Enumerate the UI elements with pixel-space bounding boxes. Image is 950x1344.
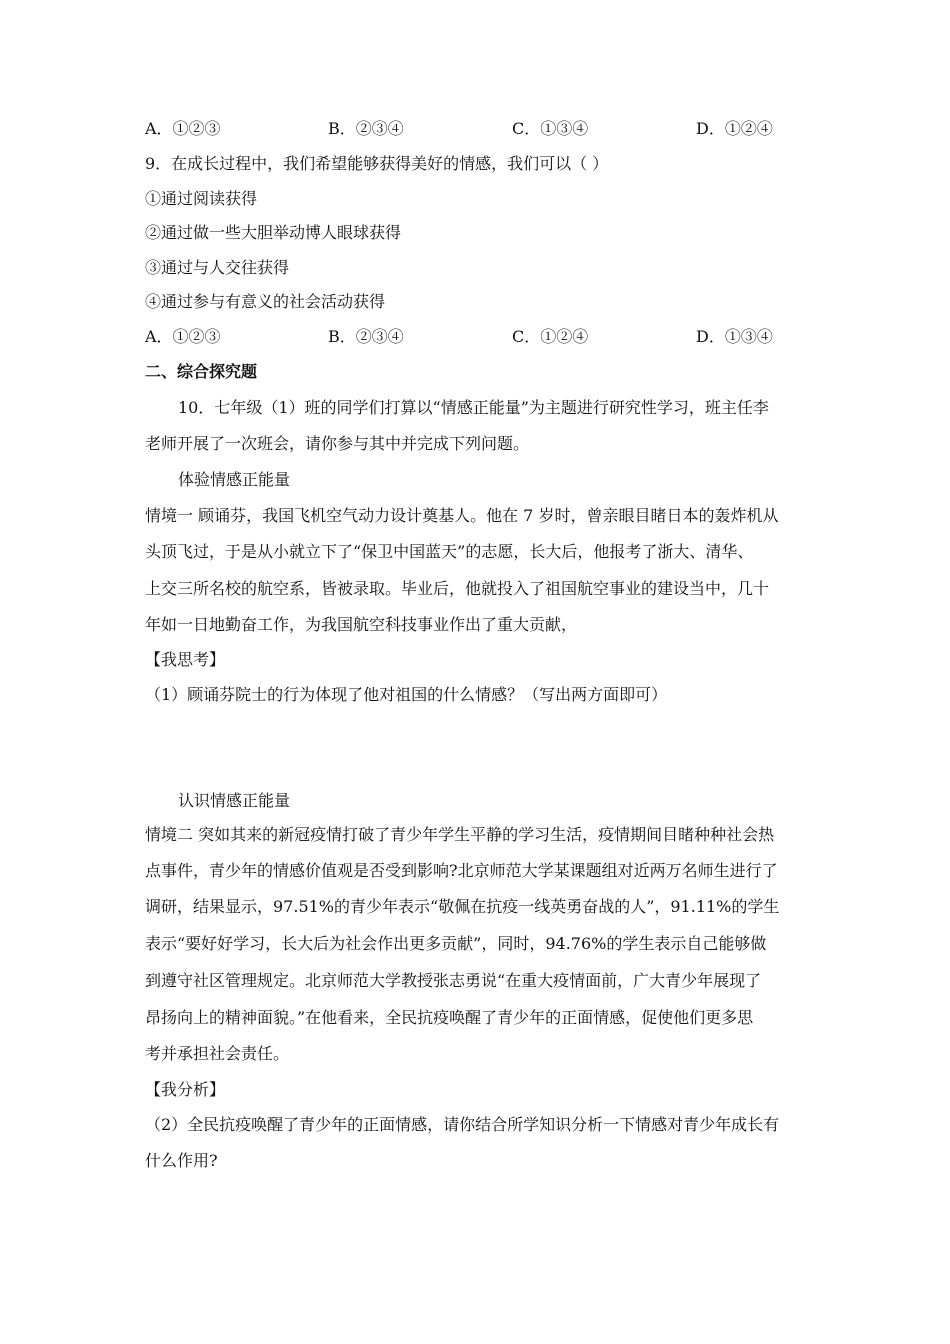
scenario1-line4: 年如一日地勤奋工作，为我国航空科技事业作出了重大贡献，	[145, 615, 578, 634]
q9-option-d: D．①③④	[696, 327, 773, 346]
scenario2-line4: 表示“要好好学习，长大后为社会作出更多贡献”，同时，94.76%的学生表示自己能够做	[145, 934, 767, 953]
scenario2-line3: 调研，结果显示，97.51%的青少年表示“敬佩在抗疫一线英勇奋战的人”，91.11%的学生	[145, 897, 780, 916]
q8-option-a: A．①②③	[145, 119, 221, 138]
q10-intro-line2: 老师开展了一次班会，请你参与其中并完成下列问题。	[145, 434, 530, 453]
q9-item-3: ③通过与人交往获得	[145, 258, 290, 277]
section-title: 二、综合探究题	[145, 362, 258, 381]
q9-option-b: B．②③④	[328, 327, 404, 346]
q10-intro-line1: 10．七年级（1）班的同学们打算以“情感正能量”为主题进行研究性学习，班主任李	[178, 398, 769, 417]
scenario1-line1: 情境一 顾诵芬，我国飞机空气动力设计奠基人。他在 7 岁时，曾亲眼目睹日本的轰炸机从	[145, 506, 779, 525]
scenario1-line3: 上交三所名校的航空系，皆被录取。毕业后，他就投入了祖国航空事业的建设当中，几十	[145, 579, 770, 598]
q8-option-c: C．①③④	[512, 119, 589, 138]
q9-item-2: ②通过做一些大胆举动博人眼球获得	[145, 223, 402, 242]
scenario2-line7: 考并承担社会责任。	[145, 1044, 290, 1063]
question-1: （1）顾诵芬院士的行为体现了他对祖国的什么情感？（写出两方面即可）	[145, 685, 668, 704]
q9-option-a: A．①②③	[145, 327, 221, 346]
scenario2-line2: 点事件，青少年的情感价值观是否受到影响?北京师范大学某课题组对近两万名师生进行了	[145, 861, 778, 880]
question-2-line1: （2）全民抗疫唤醒了青少年的正面情感，请你结合所学知识分析一下情感对青少年成长有	[145, 1115, 780, 1134]
analyze-label: 【我分析】	[145, 1080, 226, 1099]
q9-option-c: C．①②④	[512, 327, 589, 346]
part1-title: 体验情感正能量	[178, 470, 291, 489]
q8-option-d: D．①②④	[696, 119, 773, 138]
scenario2-line5: 到遵守社区管理规定。北京师范大学教授张志勇说“在重大疫情面前，广大青少年展现了	[145, 971, 762, 990]
q9-stem: 9．在成长过程中，我们希望能够获得美好的情感，我们可以（ ）	[145, 154, 609, 173]
scenario1-line2: 头顶飞过，于是从小就立下了“保卫中国蓝天”的志愿，长大后，他报考了浙大、清华、	[145, 542, 754, 561]
part2-title: 认识情感正能量	[178, 791, 291, 810]
think-label: 【我思考】	[145, 650, 226, 669]
q9-item-1: ①通过阅读获得	[145, 189, 258, 208]
q9-item-4: ④通过参与有意义的社会活动获得	[145, 292, 386, 311]
question-2-line2: 什么作用?	[145, 1151, 218, 1170]
scenario2-line1: 情境二 突如其来的新冠疫情打破了青少年学生平静的学习生活，疫情期间目睹种种社会热	[145, 825, 775, 844]
scenario2-line6: 昂扬向上的精神面貌。”在他看来，全民抗疫唤醒了青少年的正面情感，促使他们更多思	[145, 1008, 754, 1027]
q8-option-b: B．②③④	[328, 119, 404, 138]
